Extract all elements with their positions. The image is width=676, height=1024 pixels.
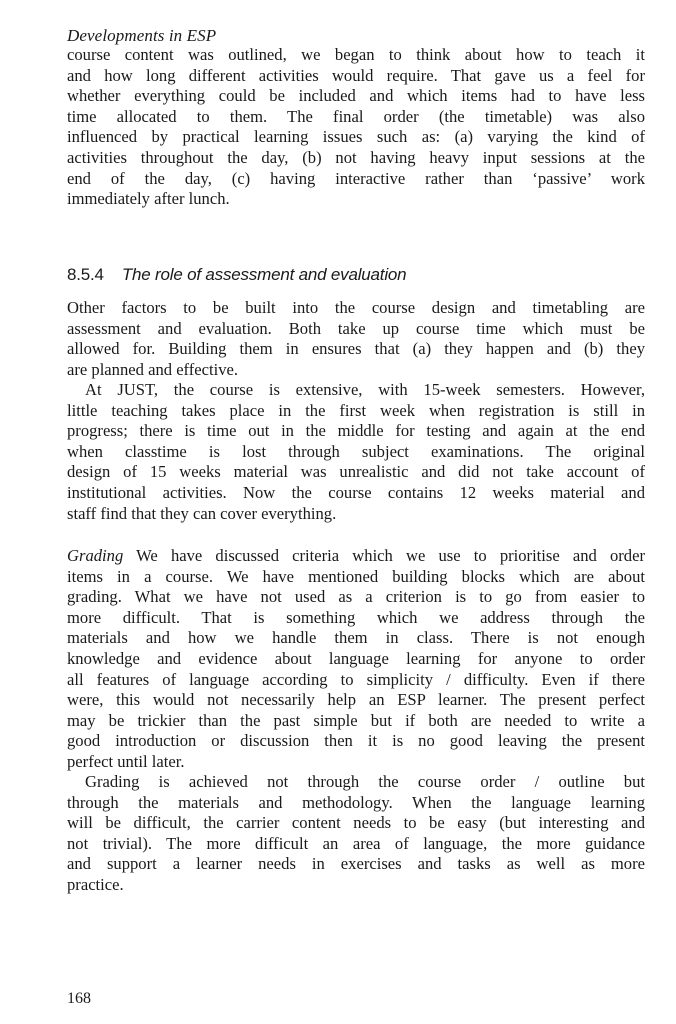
text-line: [67, 546, 645, 567]
text-line: little teaching takes place in the first week when registration is still in: [67, 400, 645, 420]
page-number: 168: [67, 990, 91, 1007]
text-line: institutional activities. Now the course contains 12 weeks material and: [67, 482, 645, 502]
text-fragment: We have discussed criteria which we use to prioritise and order: [123, 546, 645, 565]
text-line: not trivial). The more difficult an area of language, the more guidance: [67, 833, 645, 853]
paragraph-grading: [67, 546, 645, 773]
text-line: whether everything could be included and which items had to have less: [67, 86, 645, 106]
text-line: more difficult. That is something which we address through the: [67, 607, 645, 627]
paragraph-grading-achieved: [67, 772, 645, 896]
text-line: good introduction or discussion then it is no good leaving the present: [67, 731, 645, 751]
text-line: were, this would not necessarily help an ESP learner. The present perfect: [67, 690, 645, 710]
text-line: staff find that they can cover everything.: [67, 503, 337, 523]
text-line: all features of language according to simplicity / difficulty. Even if there: [67, 669, 645, 689]
text-line: items in a course. We have mentioned building blocks which are about: [67, 566, 645, 586]
text-line: course content was outlined, we began to think about how to teach it: [67, 45, 645, 64]
text-line: At JUST, the course is extensive, with 15-week semesters. However,: [85, 380, 645, 399]
section-title: The role of assessment and evaluation: [121, 265, 407, 284]
running-head: Developments in ESP: [67, 26, 217, 45]
text-line: Grading is achieved not through the course order / outline but: [85, 772, 645, 791]
text-line: will be difficult, the carrier content needs to be easy (but interesting and: [67, 813, 645, 833]
text-line: design of 15 weeks material was unrealistic and did not take account of: [67, 462, 645, 482]
paragraph-just-course: [67, 380, 645, 524]
section-heading: [67, 265, 406, 285]
text-line: assessment and evaluation. Both take up course time which must be: [67, 318, 645, 338]
text-line: progress; there is time out in the middle for testing and again at the end: [67, 421, 645, 441]
text-line: immediately after lunch.: [67, 189, 230, 209]
text-line: Other factors to be built into the course design and timetabling are: [67, 298, 645, 317]
text-line: through the materials and methodology. When the language learning: [67, 792, 645, 812]
paragraph-assessment-intro: [67, 298, 645, 380]
text-line: and support a learner needs in exercises and tasks as well as more: [67, 854, 645, 874]
text-line: are planned and effective.: [67, 359, 239, 379]
text-line: time allocated to them. The final order (the timetable) was also: [67, 106, 645, 126]
text-line: end of the day, (c) having interactive rather than ‘passive’ work: [67, 168, 645, 188]
text-line: influenced by practical learning issues such as: (a) varying the kind of: [67, 127, 645, 147]
text-line: materials and how we handle them in class. There is not enough: [67, 628, 645, 648]
section-number: 8.5.4: [67, 265, 104, 284]
text-line: allowed for. Building them in ensures that (a) they happen and (b) they: [67, 339, 645, 359]
paragraph-continuation: [67, 45, 645, 210]
text-line: and how long different activities would require. That gave us a feel for: [67, 65, 645, 85]
text-line: practice.: [67, 874, 124, 894]
text-line: when classtime is lost through subject examinations. The original: [67, 441, 645, 461]
text-line: grading. What we have not used as a criterion is to go from easier to: [67, 587, 645, 607]
run-in-heading: Grading: [67, 546, 124, 565]
text-line: knowledge and evidence about language learning for anyone to order: [67, 648, 645, 668]
text-line: may be trickier than the past simple but if both are needed to write a: [67, 710, 645, 730]
text-line: activities throughout the day, (b) not having heavy input sessions at the: [67, 147, 645, 167]
text-line: perfect until later.: [67, 751, 185, 771]
